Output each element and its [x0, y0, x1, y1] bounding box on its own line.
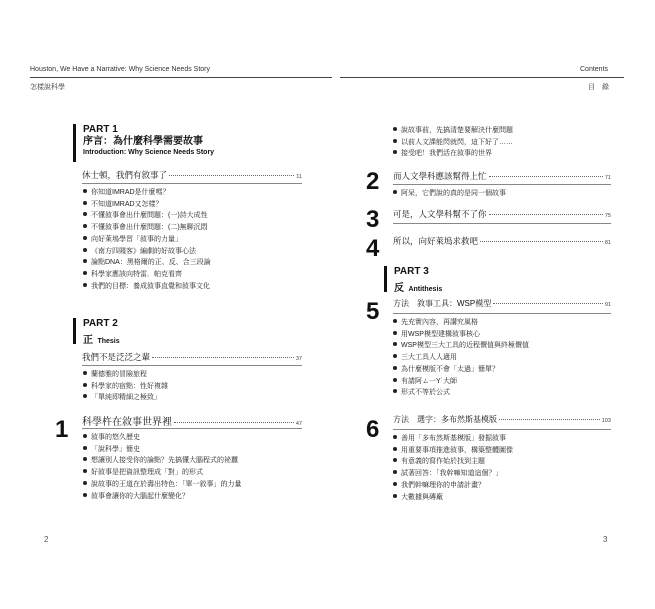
left-page-number: 2 — [44, 535, 49, 544]
list-item[interactable]: 《南方四賤客》編劇的好故事心法 — [83, 246, 211, 258]
chapter3-rule — [393, 223, 611, 224]
list-item[interactable]: 你知道IMRAD是什麼嗎？ — [83, 187, 211, 199]
list-item[interactable]: 用WSP模型建構敘事核心 — [393, 329, 529, 341]
bullet-icon — [83, 394, 87, 398]
bullet-icon — [393, 319, 397, 323]
bullet-icon — [83, 236, 87, 240]
chapter-a-items — [83, 369, 168, 404]
bullet-icon — [393, 494, 397, 498]
chapter6-method: 方法 — [393, 415, 409, 424]
part2-title: 正 — [83, 335, 93, 346]
bullet-icon — [83, 446, 87, 450]
leader-dots — [493, 303, 603, 304]
list-item[interactable]: 蘭德雅的冒險旅程 — [83, 369, 168, 381]
list-item[interactable]: 用重要事項推進敘事，構築整體圖像 — [393, 445, 513, 457]
list-item[interactable]: 我們的目標：養成敘事直覺和敘事文化 — [83, 281, 211, 293]
chapter1-number: 1 — [55, 416, 69, 443]
bullet-icon — [393, 366, 397, 370]
bullet-icon — [83, 212, 87, 216]
list-item[interactable]: 科學家應該向特雷．帕克看齊 — [83, 269, 211, 281]
chapter2-number: 2 — [366, 168, 380, 195]
list-item[interactable]: 敘事的悠久歷史 — [83, 432, 242, 444]
list-item[interactable]: 「單純即精細之極致」 — [83, 392, 168, 404]
chapter3-title: 可是，人文學科幫不了你 — [393, 209, 487, 219]
chapter3-page: 75 — [604, 213, 611, 219]
chapter1-page: 47 — [295, 421, 302, 427]
chapter-intro-page: 11 — [296, 174, 302, 180]
chapter2-rule — [393, 184, 611, 185]
leader-dots — [489, 214, 603, 215]
left-header-rule — [30, 77, 332, 78]
list-item[interactable]: 說故事前，先搞清楚要解決什麼問題 — [393, 125, 513, 137]
chapter5-entry[interactable] — [393, 298, 611, 309]
bullet-icon — [393, 447, 397, 451]
bullet-icon — [393, 127, 397, 131]
chapter-intro-items — [83, 187, 211, 292]
leader-dots — [480, 241, 603, 242]
chapter1-items — [83, 432, 242, 502]
chapter6-items — [393, 433, 513, 503]
list-item[interactable]: 不知道IMRAD又怎樣？ — [83, 199, 211, 211]
list-item[interactable]: 論點DNA：黑格爾的正、反、合三段論 — [83, 257, 211, 269]
leader-dots — [169, 175, 294, 176]
list-item[interactable]: WSP模型三大工具的近程價值與終極價值 — [393, 340, 529, 352]
chapter5-page: 91 — [604, 302, 611, 308]
list-item[interactable]: 好敘事是把資訊整理成「對」的形式 — [83, 467, 242, 479]
part3-heading — [384, 266, 442, 292]
chapter6-number: 6 — [366, 416, 380, 443]
list-item[interactable]: 不懂敘事會出什麼問題：(二)無聊沉悶 — [83, 222, 211, 234]
part1-english: Introduction: Why Science Needs Story — [83, 149, 215, 156]
bullet-icon — [393, 139, 397, 143]
list-item[interactable]: 想讓別人接受你的論點？先搞懂大腦程式的祕蠶 — [83, 455, 242, 467]
bullet-icon — [393, 342, 397, 346]
bullet-icon — [393, 190, 397, 194]
part1-label: PART 1 — [83, 124, 118, 135]
bullet-icon — [393, 435, 397, 439]
chapter1-rule — [82, 428, 302, 429]
list-item[interactable]: 為什麼模版不會「太過」簡單？ — [393, 364, 529, 376]
left-running-title: Houston, We Have a Narrative: Why Science Needs Story — [30, 66, 211, 73]
left-running-subtitle: 怎樣說科學 — [30, 84, 65, 91]
chapter2-page: 71 — [604, 175, 611, 181]
list-item[interactable]: 以前人文課能閃就閃，這下好了…… — [393, 137, 513, 149]
part3-english: Antithesis — [408, 286, 443, 293]
chapter-a-title: 我們不是泛泛之輩 — [82, 352, 151, 362]
chapter4-page: 81 — [604, 240, 611, 246]
bullet-icon — [83, 434, 87, 438]
right-running-subtitle: 目 錄 — [588, 84, 609, 91]
bullet-icon — [83, 371, 87, 375]
chapter-a-rule — [82, 365, 302, 366]
bullet-icon — [393, 150, 397, 154]
bullet-icon — [393, 389, 397, 393]
list-item[interactable]: 善用「多布然斯基模版」發掘敘事 — [393, 433, 513, 445]
list-item[interactable]: 我們幹嘛理你的申請計畫？ — [393, 480, 513, 492]
leader-dots — [489, 176, 603, 177]
bullet-icon — [83, 457, 87, 461]
right-running-title: Contents — [580, 66, 609, 73]
list-item[interactable]: 三大工具人人適用 — [393, 352, 529, 364]
list-item[interactable]: 有意義的寫作始於找到主題 — [393, 456, 513, 468]
chapter3-number: 3 — [366, 206, 380, 233]
chapter6-rule — [393, 429, 611, 430]
chapter6-title: 選字：多布然斯基模版 — [417, 415, 497, 424]
chapter5-rule — [393, 313, 611, 314]
bullet-icon — [83, 481, 87, 485]
chapter-intro-entry[interactable] — [82, 169, 302, 181]
chapter6-page: 103 — [601, 418, 611, 424]
chapter3-entry[interactable] — [393, 208, 611, 220]
part1-title: 序言：為什麼科學需要故事 — [83, 136, 203, 147]
bullet-icon — [83, 383, 87, 387]
chapter1-entry[interactable] — [82, 413, 302, 428]
bullet-icon — [83, 259, 87, 263]
list-item[interactable]: 敘事會讓你的大腦起什麼變化？ — [83, 491, 242, 503]
part3-label: PART 3 — [394, 266, 429, 277]
list-item[interactable]: 科學家的宿點：性好複雜 — [83, 381, 168, 393]
list-item[interactable]: 不懂敘事會出什麼問題：(一)詩大成性 — [83, 210, 211, 222]
chapter4-number: 4 — [366, 235, 380, 262]
list-item[interactable]: 接受吧！我們活在敘事的世界 — [393, 148, 513, 160]
chapter2-items — [393, 188, 506, 200]
list-item[interactable]: 大數據與磚廠 — [393, 492, 513, 504]
bullet-icon — [393, 331, 397, 335]
right-page-number: 3 — [603, 535, 608, 544]
chapter4-title: 所以，向好萊塢求救吧 — [393, 236, 479, 246]
chapter-a-entry[interactable] — [82, 351, 302, 363]
chapter5-title: 敘事工具：WSP模型 — [417, 299, 492, 308]
list-item[interactable]: 試著回答：「我幹嘛知道這個？」 — [393, 468, 513, 480]
bullet-icon — [393, 458, 397, 462]
chapter6-entry[interactable] — [393, 414, 611, 425]
leader-dots — [499, 419, 600, 420]
chapter5-method: 方法 — [393, 299, 409, 308]
part1-heading — [73, 124, 214, 162]
bullet-icon — [393, 482, 397, 486]
top-items — [393, 125, 513, 160]
part2-heading — [73, 318, 120, 344]
chapter5-items — [393, 317, 529, 399]
bullet-icon — [393, 354, 397, 358]
bullet-icon — [83, 493, 87, 497]
bullet-icon — [83, 189, 87, 193]
chapter2-entry[interactable] — [393, 170, 611, 182]
leader-dots — [152, 357, 294, 358]
part2-english: Thesis — [97, 338, 120, 345]
bullet-icon — [83, 248, 87, 252]
bullet-icon — [393, 378, 397, 382]
list-item[interactable]: 先充實內容，再講究風格 — [393, 317, 529, 329]
chapter4-entry[interactable] — [393, 235, 611, 247]
chapter-intro-rule — [82, 183, 302, 184]
list-item[interactable]: 向好萊塢學習「敘事的力量」 — [83, 234, 211, 246]
right-header-rule — [340, 77, 624, 78]
bullet-icon — [83, 271, 87, 275]
chapter2-title: 而人文學科應該幫得上忙 — [393, 171, 487, 181]
part2-label: PART 2 — [83, 318, 118, 329]
bullet-icon — [83, 469, 87, 473]
bullet-icon — [83, 224, 87, 228]
list-item[interactable]: 「說科學」簡史 — [83, 444, 242, 456]
part3-title: 反 — [394, 283, 404, 294]
chapter-intro-title: 休士頓，我們有敘事了 — [82, 170, 168, 180]
list-item[interactable]: 阿呆，它們說的真的是同一個故事 — [393, 188, 506, 200]
leader-dots — [174, 422, 294, 423]
chapter1-title: 科學杵在敘事世界裡 — [82, 417, 172, 428]
chapter-a-page: 37 — [295, 356, 302, 362]
list-item[interactable]: 說故事的王道在於壽出特色：「單一敘事」的力量 — [83, 479, 242, 491]
bullet-icon — [83, 283, 87, 287]
bullet-icon — [393, 470, 397, 474]
chapter5-number: 5 — [366, 298, 380, 325]
list-item[interactable]: 形式不等於公式 — [393, 387, 529, 399]
list-item[interactable]: 有請阿ㄙ一Y˙大師 — [393, 376, 529, 388]
bullet-icon — [83, 201, 87, 205]
